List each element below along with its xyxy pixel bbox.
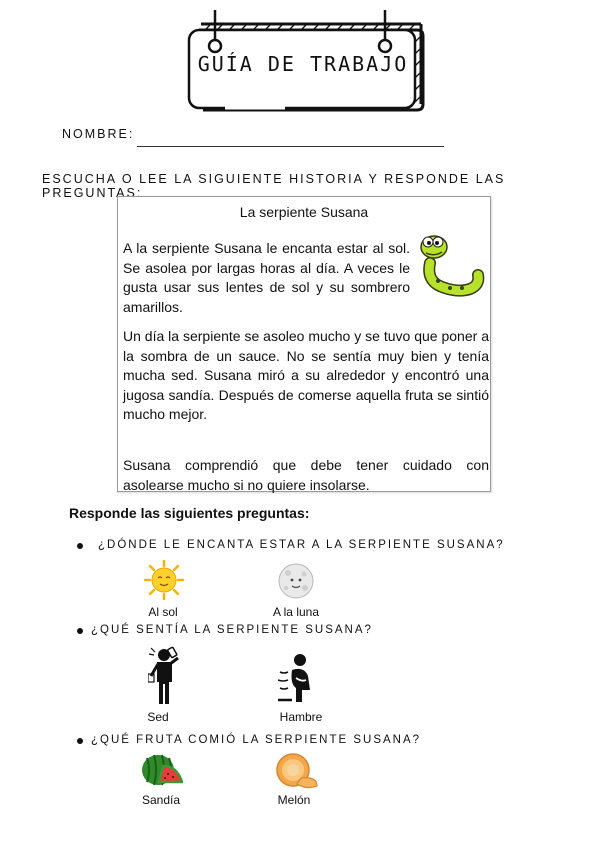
hungry-person-icon[interactable] <box>276 652 320 704</box>
instruction-text: ESCUCHA O LEE LA SIGUIENTE HISTORIA Y RESPONDE LAS PREGUNTAS: <box>42 172 506 200</box>
option-label[interactable]: Sed <box>147 710 169 724</box>
option-label[interactable]: Al sol <box>148 605 178 619</box>
snake-icon <box>416 233 488 305</box>
bullet-icon <box>77 543 83 549</box>
watermelon-icon[interactable] <box>141 752 183 790</box>
thirsty-person-icon[interactable] <box>148 646 184 706</box>
question-2: ¿QUÉ SENTÍA LA SERPIENTE SUSANA? <box>91 624 373 636</box>
melon-icon[interactable] <box>275 752 319 790</box>
sun-icon[interactable] <box>144 560 184 600</box>
option-label[interactable]: Sandía <box>141 793 181 807</box>
story-paragraph: A la serpiente Susana le encanta estar al sol. Se asolea por largas horas al día. A veces le gusta usar sus lentes de sol y su sombrero amarillos. <box>123 240 410 315</box>
story-paragraph: Susana comprendió que debe tener cuidado con asolearse mucho si no quiere insolarse. <box>123 457 489 493</box>
story-paragraph: Un día la serpiente se asoleo mucho y se tuvo que poner a la sombra de un sauce. No se sentía muy bien y tenía mucha sed. Susana miró a su alrededor y encontró una jugosa sandía. Después de comerse aquella fruta se sintió mucho mejor. <box>123 328 489 422</box>
page-title: GUÍA DE TRABAJO <box>197 52 409 76</box>
bullet-icon <box>77 738 83 744</box>
story-box <box>117 196 491 492</box>
story-title: La serpiente Susana <box>239 204 369 220</box>
moon-icon[interactable] <box>277 562 315 600</box>
question-3: ¿QUÉ FRUTA COMIÓ LA SERPIENTE SUSANA? <box>91 734 422 746</box>
option-label[interactable]: A la luna <box>272 605 320 619</box>
option-label[interactable]: Hambre <box>279 710 323 724</box>
question-1: ¿DÓNDE LE ENCANTA ESTAR A LA SERPIENTE SUSANA? <box>98 539 505 551</box>
option-label[interactable]: Melón <box>277 793 311 807</box>
name-input-line[interactable] <box>137 146 444 147</box>
bullet-icon <box>77 628 83 634</box>
name-label: NOMBRE: <box>62 127 135 141</box>
questions-heading: Responde las siguientes preguntas: <box>69 505 310 521</box>
